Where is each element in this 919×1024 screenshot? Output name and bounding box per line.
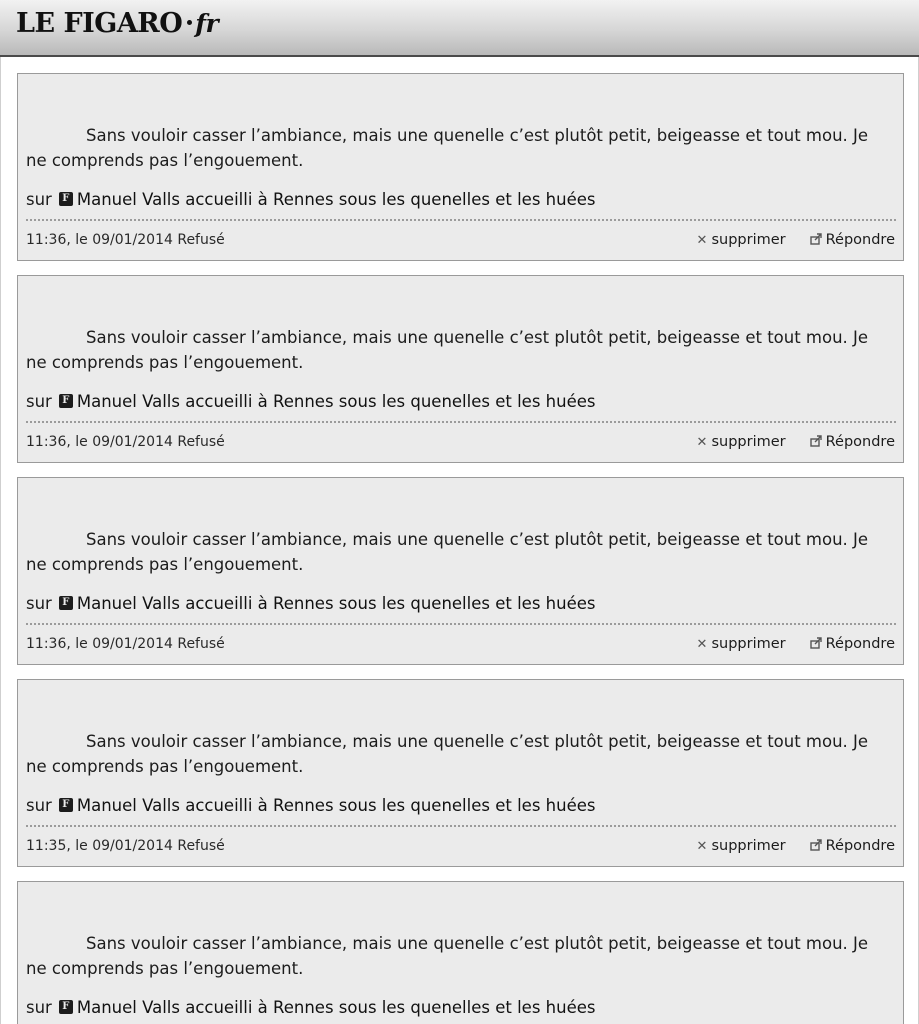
- dotted-divider: [26, 421, 896, 423]
- comment-card: [17, 73, 904, 261]
- dotted-divider: [26, 825, 896, 827]
- article-link[interactable]: Manuel Valls accueilli à Rennes sous les quenelles et les huées: [76, 392, 596, 411]
- comment-article-line: [26, 997, 595, 1019]
- reply-button[interactable]: [810, 433, 895, 451]
- delete-button[interactable]: [697, 635, 786, 654]
- dotted-divider: [26, 623, 896, 625]
- figaro-badge-icon: F: [59, 192, 73, 206]
- figaro-badge-icon: F: [59, 394, 73, 408]
- delete-button[interactable]: [697, 837, 786, 856]
- comment-body: Sans vouloir casser l’ambiance, mais une quenelle c’est plutôt petit, beigeasse et tout mou. Je ne comprends pas l’engouement.: [26, 328, 869, 372]
- sur-label: sur: [26, 392, 52, 411]
- comment-meta: 11:36, le 09/01/2014 Refusé: [26, 232, 225, 248]
- comment-meta: 11:36, le 09/01/2014 Refusé: [26, 636, 225, 652]
- comment-body: Sans vouloir casser l’ambiance, mais une quenelle c’est plutôt petit, beigeasse et tout mou. Je ne comprends pas l’engouement.: [26, 732, 869, 776]
- reply-icon: [810, 233, 822, 245]
- comment-actions: [697, 433, 895, 452]
- reply-label: Répondre: [825, 434, 895, 450]
- delete-label: supprimer: [711, 434, 786, 450]
- reply-button[interactable]: [810, 635, 895, 653]
- comment-article-line: [26, 795, 595, 817]
- reply-icon: [810, 435, 822, 447]
- sur-label: sur: [26, 796, 52, 815]
- comment-card: [17, 679, 904, 867]
- close-icon: ✕: [696, 839, 708, 854]
- comment-article-line: [26, 189, 595, 211]
- comment-body: Sans vouloir casser l’ambiance, mais une quenelle c’est plutôt petit, beigeasse et tout mou. Je ne comprends pas l’engouement.: [26, 530, 869, 574]
- comment-article-line: [26, 593, 595, 615]
- article-link[interactable]: Manuel Valls accueilli à Rennes sous les quenelles et les huées: [76, 998, 596, 1017]
- comment-card: [17, 477, 904, 665]
- reply-label: Répondre: [825, 636, 895, 652]
- comment-body: Sans vouloir casser l’ambiance, mais une quenelle c’est plutôt petit, beigeasse et tout mou. Je ne comprends pas l’engouement.: [26, 126, 869, 170]
- delete-label: supprimer: [711, 838, 786, 854]
- comment-card: [17, 275, 904, 463]
- comment-actions: [697, 635, 895, 654]
- close-icon: ✕: [696, 637, 708, 652]
- article-link[interactable]: Manuel Valls accueilli à Rennes sous les quenelles et les huées: [76, 594, 596, 613]
- reply-button[interactable]: [810, 837, 895, 855]
- site-header: [0, 0, 919, 57]
- comment-article-line: [26, 391, 595, 413]
- reply-icon: [810, 637, 822, 649]
- figaro-badge-icon: F: [59, 1000, 73, 1014]
- close-icon: ✕: [696, 435, 708, 450]
- delete-label: supprimer: [711, 232, 786, 248]
- sur-label: sur: [26, 998, 52, 1017]
- comment-meta: 11:35, le 09/01/2014 Refusé: [26, 838, 225, 854]
- comment-body: Sans vouloir casser l’ambiance, mais une quenelle c’est plutôt petit, beigeasse et tout mou. Je ne comprends pas l’engouement.: [26, 934, 869, 978]
- article-link[interactable]: Manuel Valls accueilli à Rennes sous les quenelles et les huées: [76, 796, 596, 815]
- delete-label: supprimer: [711, 636, 786, 652]
- sur-label: sur: [26, 594, 52, 613]
- dotted-divider: [26, 219, 896, 221]
- article-link[interactable]: Manuel Valls accueilli à Rennes sous les quenelles et les huées: [76, 190, 596, 209]
- comment-actions: [697, 837, 895, 856]
- delete-button[interactable]: [697, 231, 786, 250]
- logo-suffix-text: fr: [195, 9, 219, 38]
- delete-button[interactable]: [697, 433, 786, 452]
- figaro-logo[interactable]: [16, 8, 218, 39]
- logo-dot: [187, 20, 192, 25]
- comment-card: [17, 881, 904, 1024]
- figaro-badge-icon: F: [59, 798, 73, 812]
- figaro-badge-icon: F: [59, 596, 73, 610]
- logo-main-text: LE FIGARO: [16, 8, 183, 39]
- sur-label: sur: [26, 190, 52, 209]
- reply-label: Répondre: [825, 838, 895, 854]
- close-icon: ✕: [696, 233, 708, 248]
- comment-meta: 11:36, le 09/01/2014 Refusé: [26, 434, 225, 450]
- comment-actions: [697, 231, 895, 250]
- reply-button[interactable]: [810, 231, 895, 249]
- reply-icon: [810, 839, 822, 851]
- reply-label: Répondre: [825, 232, 895, 248]
